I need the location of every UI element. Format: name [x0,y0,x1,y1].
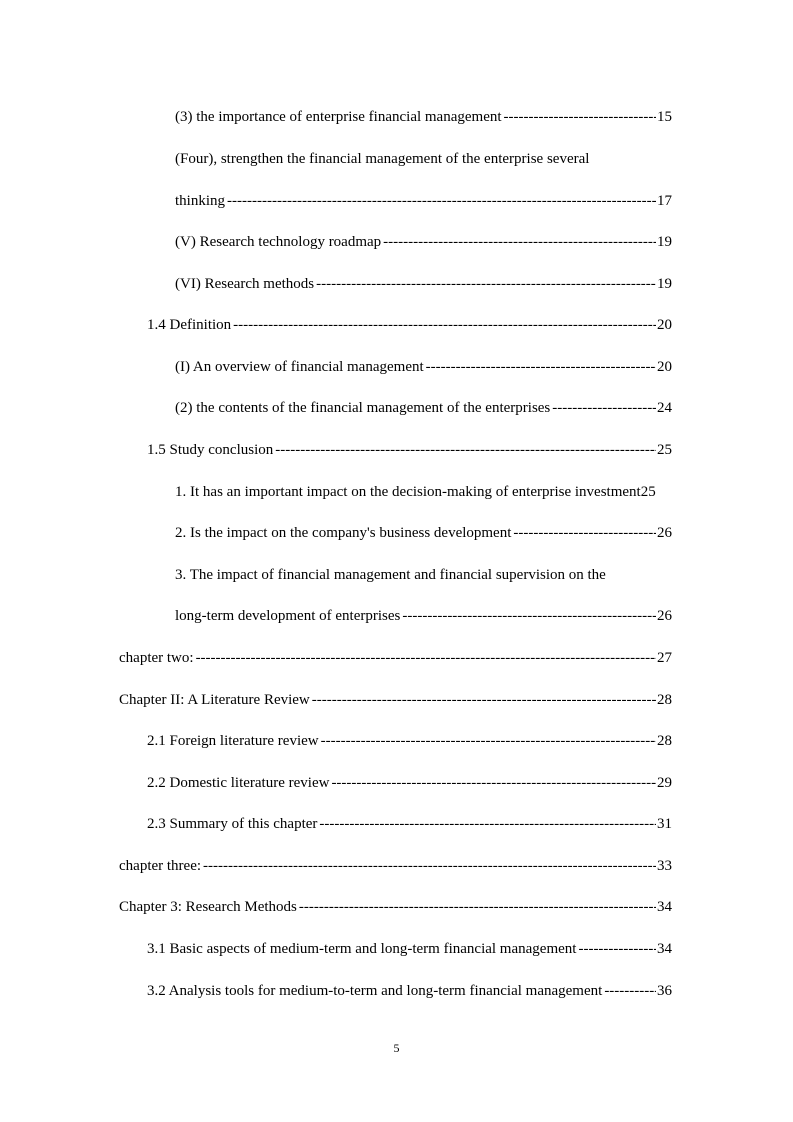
toc-entry[interactable] [119,690,672,710]
toc-entry-page: 34 [657,941,672,957]
dot-leader [402,606,656,626]
dot-leader [275,440,656,460]
dot-leader [233,315,656,335]
toc-entry-page: 36 [657,983,672,999]
toc-entry-label: (V) Research technology roadmap [175,234,382,250]
toc-entry[interactable] [175,398,672,418]
toc-entry[interactable]: 1. It has an important impact on the decision-making of enterprise investment25 [175,484,656,500]
toc-entry-page: 28 [657,692,672,708]
toc-entry-line1[interactable]: 3. The impact of financial management and financial supervision on the [175,567,606,583]
dot-leader [196,648,656,668]
toc-entry[interactable] [175,357,672,377]
toc-entry[interactable] [175,523,672,543]
toc-entry-label: (2) the contents of the financial management of the enterprises [175,400,551,416]
toc-entry-page: 29 [657,775,672,791]
dot-leader [504,107,656,127]
toc-entry-page: 19 [657,276,672,292]
dot-leader [299,897,656,917]
dot-leader [321,731,656,751]
toc-entry[interactable] [175,232,672,252]
dot-leader [383,232,656,252]
toc-entry-page: 26 [657,608,672,624]
toc-entry-page: 24 [657,400,672,416]
toc-entry[interactable] [119,897,672,917]
toc-entry-page: 27 [657,650,672,666]
toc-entry[interactable] [119,648,672,668]
toc-entry-label: Chapter II: A Literature Review [119,692,310,708]
toc-entry[interactable] [119,856,672,876]
toc-entry-label: long-term development of enterprises [175,608,401,624]
dot-leader [426,357,656,377]
toc-entry-page: 25 [657,442,672,458]
dot-leader [513,523,656,543]
toc-entry-page: 31 [657,816,672,832]
dot-leader [578,939,656,959]
toc-entry[interactable] [147,440,672,460]
toc-entry[interactable] [175,191,672,211]
toc-entry-label: Chapter 3: Research Methods [119,899,297,915]
toc-entry-label: 3.1 Basic aspects of medium-term and long-term financial management [147,941,577,957]
toc-entry[interactable] [175,606,672,626]
toc-entry-page: 28 [657,733,672,749]
toc-entry[interactable] [147,981,672,1001]
toc-entry-page: 19 [657,234,672,250]
toc-entry-page: 20 [657,317,672,333]
toc-entry[interactable] [175,274,672,294]
toc-entry-label: 3.2 Analysis tools for medium-to-term and long-term financial management [147,983,603,999]
toc-entry-label: 1.4 Definition [147,317,232,333]
toc-entry-page: 34 [657,899,672,915]
dot-leader [203,856,656,876]
toc-entry[interactable] [147,939,672,959]
dot-leader [331,773,656,793]
dot-leader [316,274,656,294]
toc-entry-page: 15 [657,109,672,125]
dot-leader [552,398,656,418]
toc-entry-label: 1.5 Study conclusion [147,442,274,458]
toc-entry[interactable] [147,814,672,834]
dot-leader [604,981,656,1001]
toc-entry-label: (I) An overview of financial management [175,359,424,375]
toc-entry[interactable] [147,731,672,751]
dot-leader [312,690,656,710]
toc-entry-label: 2. Is the impact on the company's business development [175,525,512,541]
dot-leader [227,191,656,211]
toc-entry[interactable] [147,773,672,793]
toc-entry-label: thinking [175,193,226,209]
toc-entry-page: 17 [657,193,672,209]
toc-entry-label: 2.2 Domestic literature review [147,775,330,791]
toc-entry-line1[interactable]: (Four), strengthen the financial management of the enterprise several [175,151,590,167]
toc-entry-label: 2.1 Foreign literature review [147,733,319,749]
toc-entry-label: (3) the importance of enterprise financial management [175,109,502,125]
toc-entry-label: chapter three: [119,858,202,874]
toc-entry-label: 2.3 Summary of this chapter [147,816,318,832]
toc-entry[interactable] [147,315,672,335]
toc-entry[interactable] [175,107,672,127]
toc-entry-page: 20 [657,359,672,375]
dot-leader [319,814,656,834]
page-number: 5 [393,1041,400,1055]
toc-entry-page: 33 [657,858,672,874]
toc-entry-label: chapter two: [119,650,194,666]
toc-entry-page: 26 [657,525,672,541]
toc-entry-label: (VI) Research methods [175,276,315,292]
